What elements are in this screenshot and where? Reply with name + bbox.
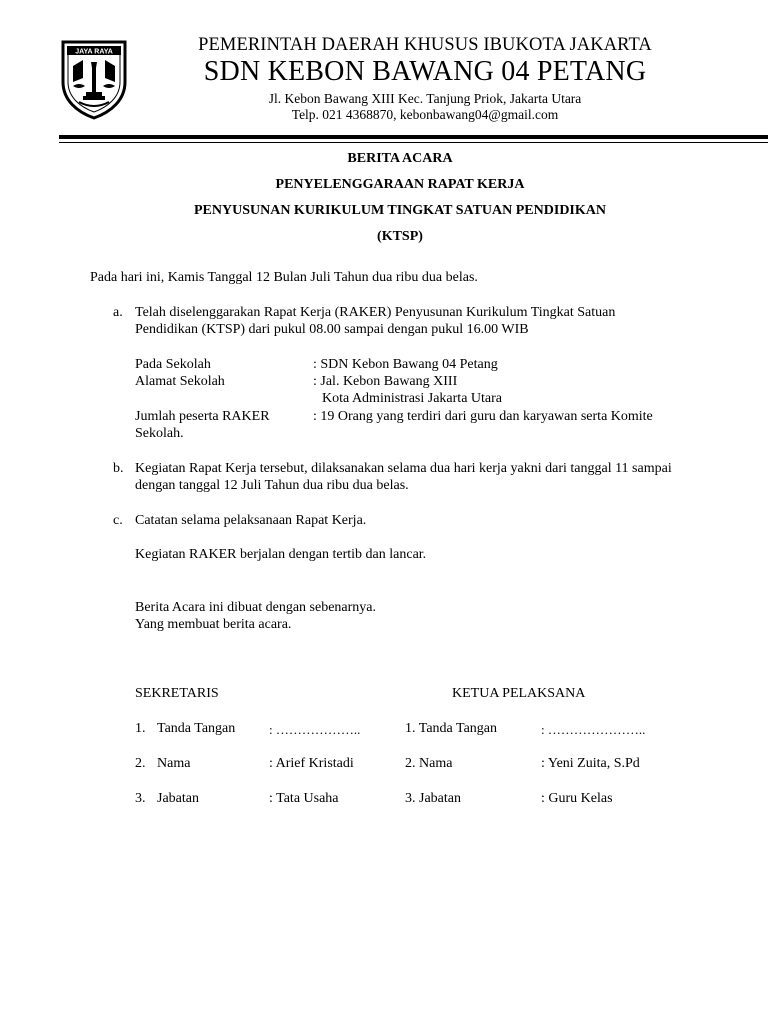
government-name: PEMERINTAH DAERAH KHUSUS IBUKOTA JAKARTA — [198, 35, 652, 55]
right-name-value: : Yeni Zuita, S.Pd — [541, 756, 640, 771]
left-row-3-label: Jabatan — [157, 791, 199, 806]
list-marker-a: a. — [113, 305, 123, 320]
item-b-line-2: dengan tanggal 12 Juli Tahun dua ribu dua belas. — [135, 478, 409, 493]
left-signature-blank: : ……………….. — [269, 722, 361, 737]
left-row-2-num: 2. — [135, 756, 146, 771]
doc-subtitle-2: PENYUSUNAN KURIKULUM TINGKAT SATUAN PENDIDIKAN — [193, 203, 606, 218]
item-c-line-1: Catatan selama pelaksanaan Rapat Kerja. — [135, 513, 367, 528]
right-row-2-label: 2. Nama — [405, 756, 453, 771]
address-value-cont: Kota Administrasi Jakarta Utara — [322, 391, 503, 406]
secretary-title: SEKRETARIS — [135, 686, 219, 701]
participants-value: : 19 Orang yang terdiri dari guru dan karyawan serta Komite — [313, 409, 653, 424]
header-divider-thick — [59, 135, 768, 139]
left-name-value: : Arief Kristadi — [269, 756, 354, 771]
address-label: Alamat Sekolah — [135, 374, 225, 389]
closing-line-2: Yang membuat berita acara. — [135, 617, 292, 632]
jaya-raya-crest-logo — [59, 38, 129, 120]
right-row-1-label: 1. Tanda Tangan — [405, 721, 497, 736]
list-marker-c: c. — [113, 513, 123, 528]
opening-paragraph: Pada hari ini, Kamis Tanggal 12 Bulan Juli Tahun dua ribu dua belas. — [90, 270, 478, 285]
list-marker-b: b. — [113, 461, 124, 476]
right-position-value: : Guru Kelas — [541, 791, 613, 806]
item-c-note: Kegiatan RAKER berjalan dengan tertib dan lancar. — [135, 547, 427, 562]
doc-subtitle-3: (KTSP) — [377, 229, 423, 244]
school-label: Pada Sekolah — [135, 357, 211, 372]
school-name: SDN KEBON BAWANG 04 PETANG — [203, 56, 647, 87]
item-b-line-1: Kegiatan Rapat Kerja tersebut, dilaksanakan selama dua hari kerja yakni dari tanggal 11 sampai — [135, 461, 672, 476]
left-row-1-num: 1. — [135, 721, 146, 736]
doc-title: BERITA ACARA — [347, 151, 453, 166]
left-position-value: : Tata Usaha — [269, 791, 339, 806]
school-value: : SDN Kebon Bawang 04 Petang — [313, 357, 498, 372]
address-value: : Jal. Kebon Bawang XIII — [313, 374, 458, 389]
school-address: Jl. Kebon Bawang XIII Kec. Tanjung Priok, Jakarta Utara — [268, 91, 582, 106]
closing-line-1: Berita Acara ini dibuat dengan sebenarnya. — [135, 600, 377, 615]
item-a-line-1: Telah diselenggarakan Rapat Kerja (RAKER) Penyusunan Kurikulum Tingkat Satuan — [135, 305, 616, 320]
participants-value-cont: Sekolah. — [135, 426, 184, 441]
chairman-title: KETUA PELAKSANA — [452, 686, 586, 701]
doc-subtitle-1: PENYELENGGARAAN RAPAT KERJA — [275, 177, 525, 192]
participants-label: Jumlah peserta RAKER — [135, 409, 270, 424]
item-a-line-2: Pendidikan (KTSP) dari pukul 08.00 sampai dengan pukul 16.00 WIB — [135, 322, 529, 337]
left-row-2-label: Nama — [157, 756, 191, 771]
header-divider-thin — [59, 142, 768, 143]
left-row-1-label: Tanda Tangan — [157, 721, 236, 736]
right-signature-blank: : ………………….. — [541, 722, 646, 737]
school-contact: Telp. 021 4368870, kebonbawang04@gmail.com — [291, 107, 559, 122]
right-row-3-label: 3. Jabatan — [405, 791, 461, 806]
logo-text: JAYA RAYA — [75, 48, 113, 56]
left-row-3-num: 3. — [135, 791, 146, 806]
